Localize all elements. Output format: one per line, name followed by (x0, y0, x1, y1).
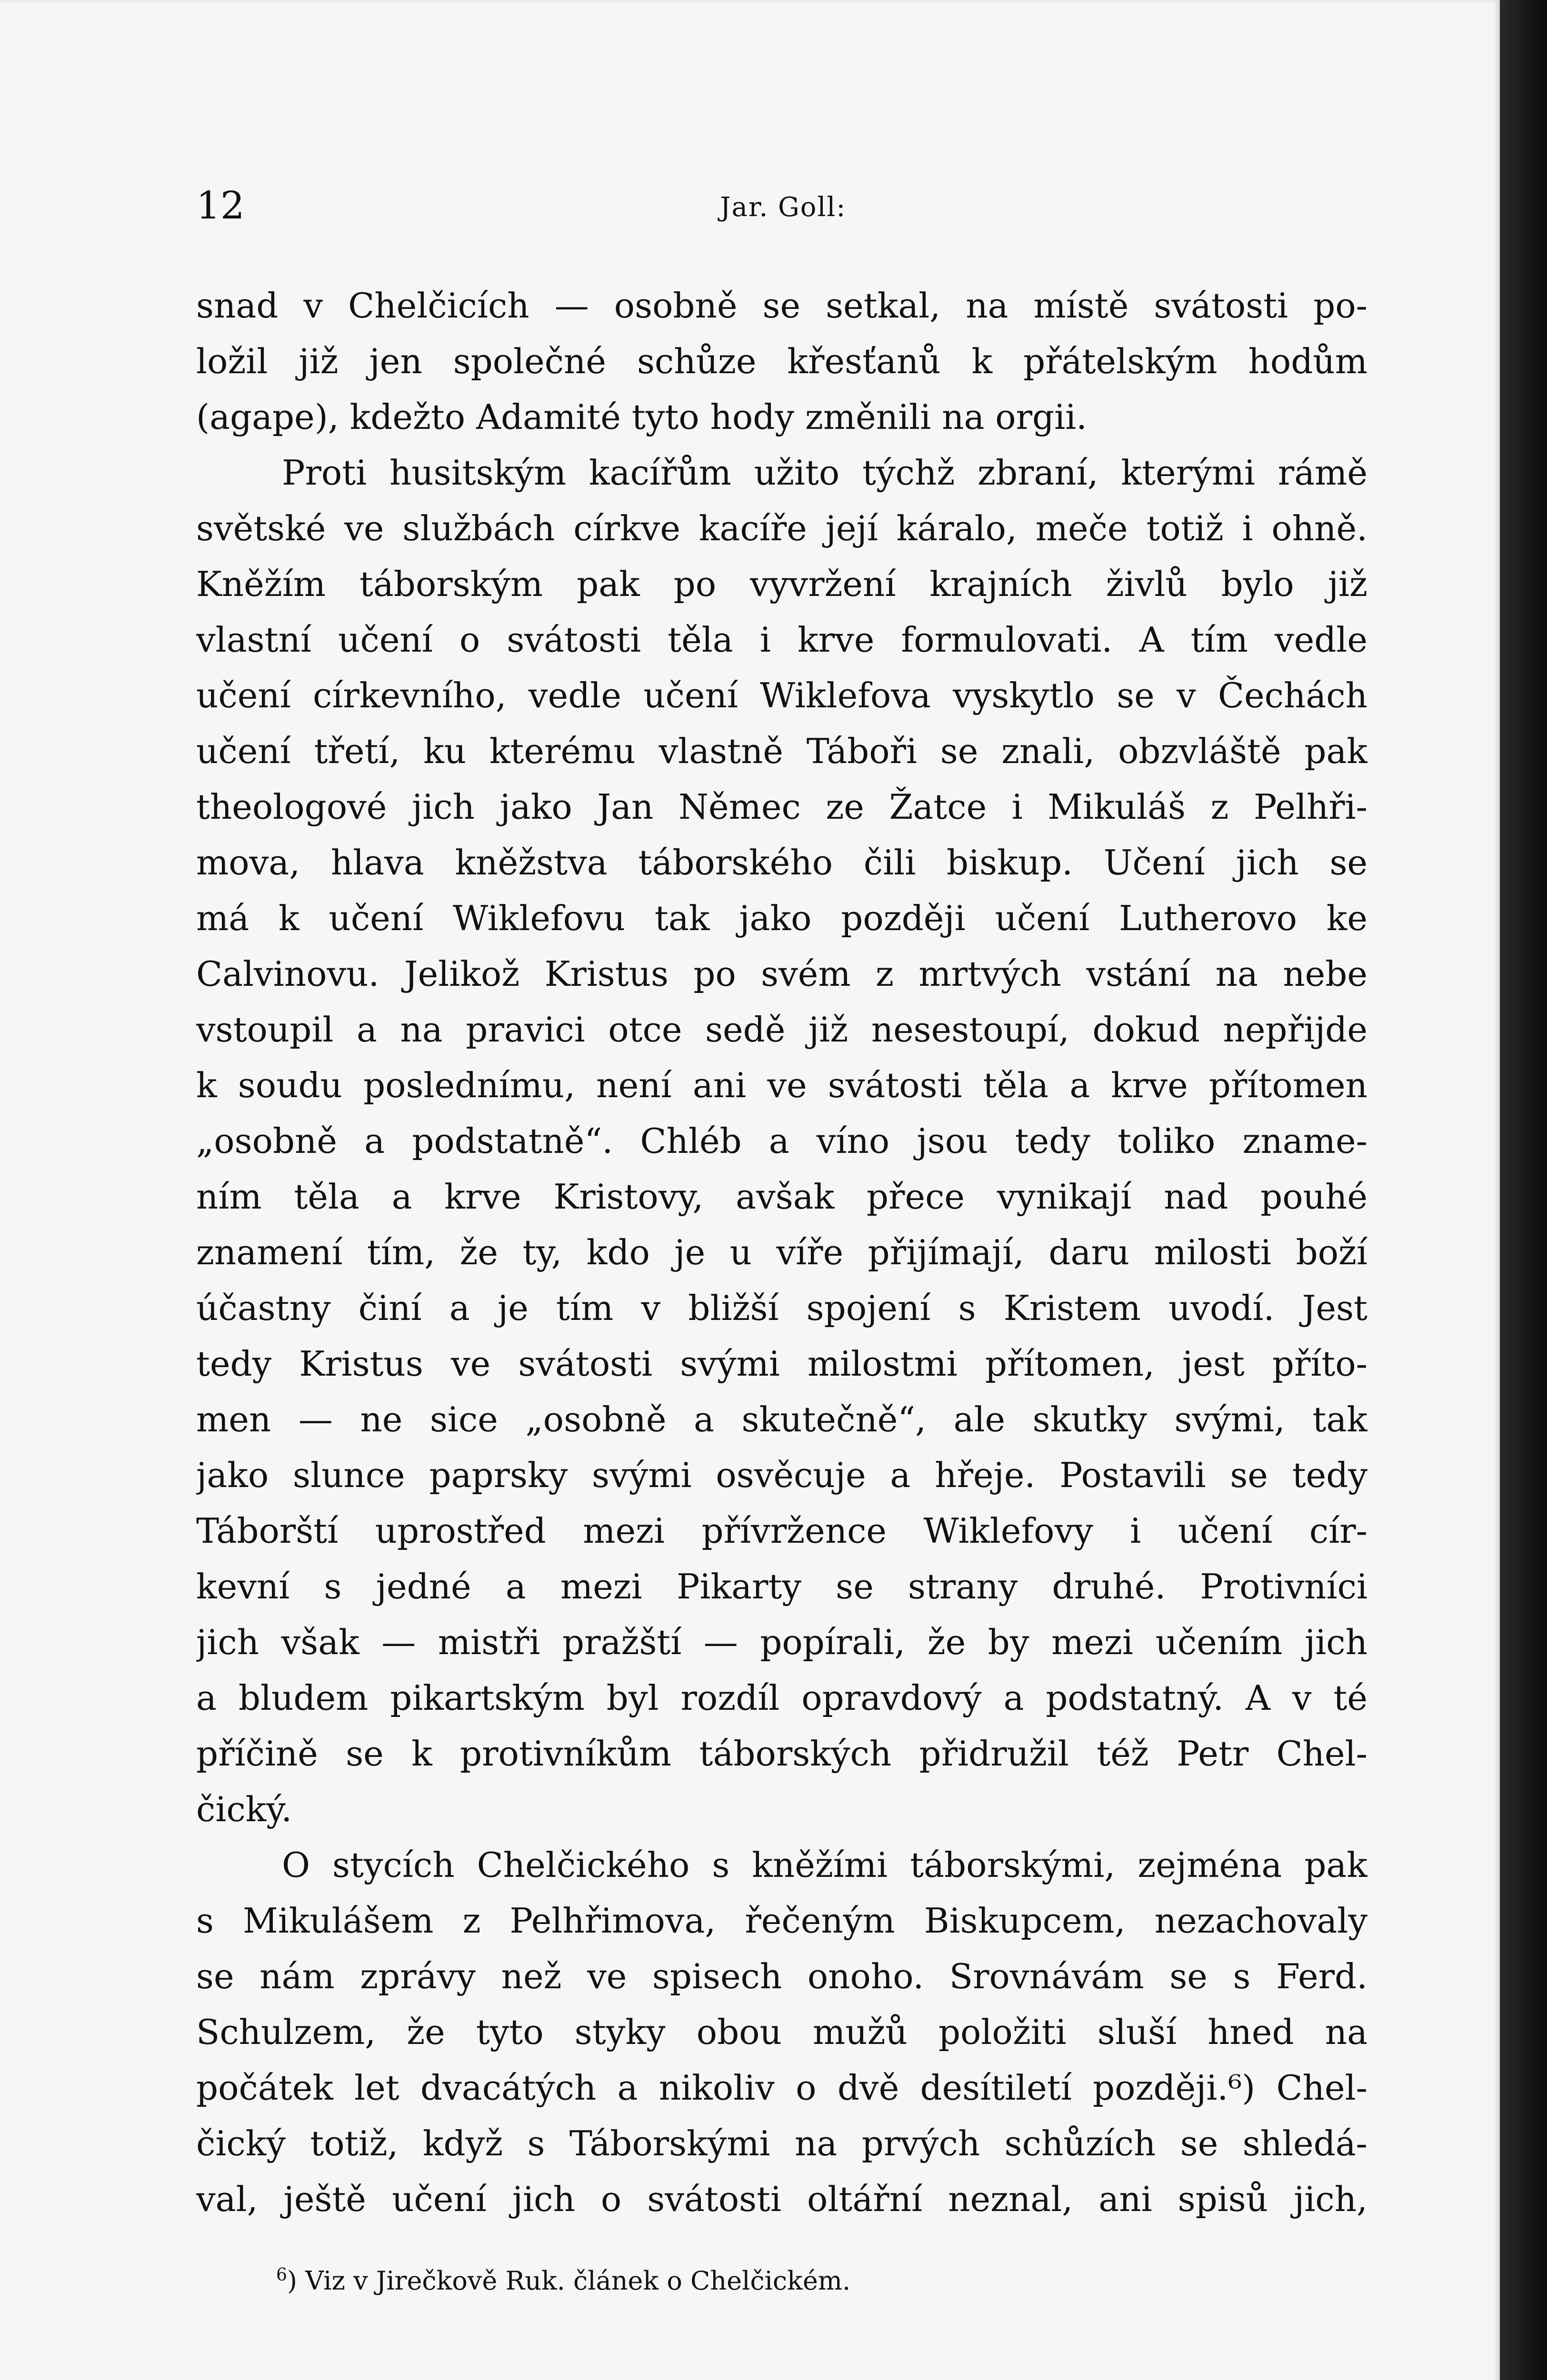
body-text (196, 278, 1367, 2227)
page-number: 12 (196, 183, 245, 228)
text-line: jako slunce paprsky svými osvěcuje a hřeje. Postavili se tedy (196, 1455, 1367, 1495)
text-line: a bludem pikartským byl rozdíl opravdový a podstatný. A v té (196, 1678, 1367, 1718)
text-line: snad v Chelčicích — osobně se setkal, na místě svátosti po- (196, 286, 1367, 326)
text-line: má k učení Wiklefovu tak jako později učení Lutherovo ke (196, 898, 1367, 938)
text-line: kevní s jedné a mezi Pikarty se strany druhé. Protivníci (196, 1567, 1367, 1606)
text-line: (agape), kdežto Adamité tyto hody změnili na orgii. (196, 397, 1088, 437)
text-line: Calvinovu. Jelikož Kristus po svém z mrtvých vstání na nebe (196, 954, 1367, 994)
text-line: Táborští uprostřed mezi přívržence Wiklefovy i učení cír- (196, 1511, 1367, 1551)
text-line: Kněžím táborským pak po vyvržení krajních živlů bylo již (196, 564, 1367, 604)
text-line: „osobně a podstatně“. Chléb a víno jsou tedy toliko zname- (196, 1121, 1367, 1161)
text-line: Schulzem, že tyto styky obou mužů položiti sluší hned na (196, 2012, 1367, 2052)
text-line: Proti husitským kacířům užito týchž zbraní, kterými rámě (282, 453, 1367, 493)
text-line: příčině se k protivníkům táborských přidružil též Petr Chel- (196, 1734, 1367, 1774)
footnote-mark: 6 (276, 2265, 287, 2285)
text-line: se nám zprávy než ve spisech onoho. Srovnávám se s Ferd. (196, 1956, 1367, 1996)
text-line: O stycích Chelčického s kněžími táborskými, zejména pak (282, 1845, 1367, 1885)
text-line: tedy Kristus ve svátosti svými milostmi přítomen, jest příto- (196, 1344, 1367, 1384)
text-line: vlastní učení o svátosti těla i krve formulovati. A tím vedle (196, 620, 1367, 660)
text-line: jich však — mistři pražští — popírali, že by mezi učením jich (196, 1622, 1367, 1662)
footnote-text: ) Viz v Jirečkově Ruk. článek o Chelčickém. (287, 2266, 851, 2296)
text-line: k soudu poslednímu, není ani ve svátosti těla a krve přítomen (196, 1065, 1367, 1105)
text-line: ním těla a krve Kristovy, avšak přece vynikají nad pouhé (196, 1177, 1367, 1217)
text-line: znamení tím, že ty, kdo je u víře přijímají, daru milosti boží (196, 1232, 1367, 1272)
text-line: čický totiž, když s Táborskými na prvých schůzích se shledá- (196, 2123, 1367, 2163)
text-line: mova, hlava kněžstva táborského čili biskup. Učení jich se (196, 843, 1367, 883)
text-line: počátek let dvacátých a nikoliv o dvě desítiletí později.⁶) Chel- (196, 2068, 1367, 2108)
text-line: světské ve službách církve kacíře její káralo, meče totiž i ohně. (196, 508, 1367, 548)
page-header (196, 183, 1367, 236)
text-line: čický. (196, 1789, 292, 1829)
text-line: ložil již jen společné schůze křesťanů k přátelským hodům (196, 341, 1367, 381)
text-line: s Mikulášem z Pelhřimova, řečeným Biskupcem, nezachovaly (196, 1901, 1367, 1941)
text-line: učení třetí, ku kterému vlastně Táboři se znali, obzvláště pak (196, 731, 1367, 771)
text-line: vstoupil a na pravici otce sedě již nesestoupí, dokud nepřijde (196, 1010, 1367, 1050)
footnote (276, 2256, 1324, 2300)
text-line: učení církevního, vedle učení Wiklefova vyskytlo se v Čechách (196, 675, 1367, 715)
text-line: val, ještě učení jich o svátosti oltářní neznal, ani spisů jich, (196, 2179, 1367, 2219)
running-head: Jar. Goll: (720, 192, 847, 223)
page-edge (1500, 0, 1547, 2380)
text-line: účastny činí a je tím v bližší spojení s Kristem uvodí. Jest (196, 1288, 1367, 1328)
text-line: theologové jich jako Jan Němec ze Žatce i Mikuláš z Pelhři- (196, 787, 1367, 827)
text-line: men — ne sice „osobně a skutečně“, ale skutky svými, tak (196, 1399, 1367, 1439)
